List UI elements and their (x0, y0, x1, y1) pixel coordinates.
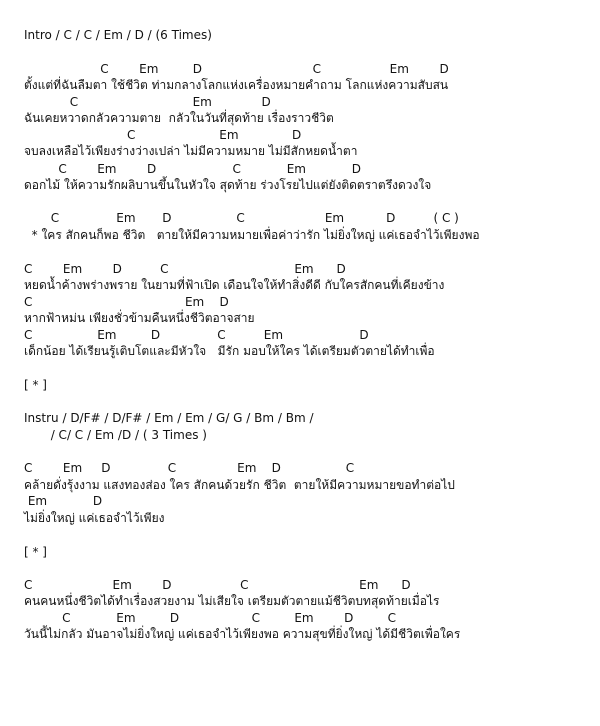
chorus-marker: [ * ] (24, 545, 47, 559)
chorus-lyric-line: * ใคร สักคนก็พอ ชีวิต ตายให้มีความหมายเพื่อค่าว่ารัก ไม่ยิ่งใหญ่ แค่เธอจำไว้เพียงพอ (24, 228, 480, 242)
intro-line: Intro / C / C / Em / D / (6 Times) (24, 28, 212, 42)
chord-line: C Em D C Em D (24, 162, 361, 176)
chord-line: C Em D (24, 295, 229, 309)
lyric-line: หยดน้ำค้างพร่างพราย ในยามที่ฟ้าเปิด เดือนใจให้ทำสิ่งดีดี กับใครสักคนที่เคียงข้าง (24, 278, 445, 292)
lyric-line: หากฟ้าหม่น เพียงชั่วข้ามคืนหนึ่งชีวิตอาจสาย (24, 311, 255, 325)
lyric-line: เด็กน้อย ได้เรียนรู้เติบโตและมีหัวใจ มีรัก มอบให้ใคร ได้เตรียมตัวตายได้ทำเพื่อ (24, 344, 435, 358)
instrumental-line: / C/ C / Em /D / ( 3 Times ) (24, 428, 207, 442)
instrumental-line: Instru / D/F# / D/F# / Em / Em / G/ G / Bm / Bm / (24, 411, 314, 425)
lyric-line: วันนี้ไม่กลัว มันอาจไม่ยิ่งใหญ่ แค่เธอจำไว้เพียงพอ ความสุขที่ยิ่งใหญ่ ได้มีชีวิตเพื่อใคร (24, 627, 461, 641)
chord-line: C Em D C Em D (24, 578, 411, 592)
chord-line: C Em D C Em D ( C ) (24, 211, 459, 225)
lyric-line: ฉันเคยหวาดกลัวความตาย กลัวในวันที่สุดท้าย เรื่องราวชีวิต (24, 111, 334, 125)
lyric-line: ดอกไม้ ให้ความรักผลิบานขึ้นในหัวใจ สุดท้าย ร่วงโรยไปแต่ยังติดตราตรึงดวงใจ (24, 178, 432, 192)
chord-line: C Em D (24, 95, 271, 109)
chord-line: C Em D C Em D (24, 328, 369, 342)
lyric-line: ไม่ยิ่งใหญ่ แค่เธอจำไว้เพียง (24, 511, 165, 525)
lyric-line: จบลงเหลือไว้เพียงร่างว่างเปล่า ไม่มีความหมาย ไม่มีสักหยดน้ำตา (24, 144, 358, 158)
lyric-line: ตั้งแต่ที่ฉันลืมตา ใช้ชีวิต ท่ามกลางโลกแห่งเครื่องหมายคำถาม โลกแห่งความสับสน (24, 78, 449, 92)
chord-line: C Em D C Em D C (24, 611, 397, 625)
chord-line: C Em D C Em D (24, 62, 449, 76)
chord-line: C Em D C Em D C (24, 461, 355, 475)
chord-line: C Em D (24, 128, 302, 142)
chord-line: Em D (24, 494, 103, 508)
chorus-marker: [ * ] (24, 378, 47, 392)
lyric-line: คล้ายดั่งรุ้งงาม แสงทองส่อง ใคร สักคนด้วยรัก ชีวิต ตายให้มีความหมายขอทำต่อไป (24, 478, 455, 492)
lyric-line: คนคนหนึ่งชีวิตได้ทำเรื่องสวยงาม ไม่เสียใจ เตรียมตัวตายแม้ชีวิตบทสุดท้ายเมื่อไร (24, 594, 440, 608)
chord-line: C Em D C Em D (24, 262, 346, 276)
